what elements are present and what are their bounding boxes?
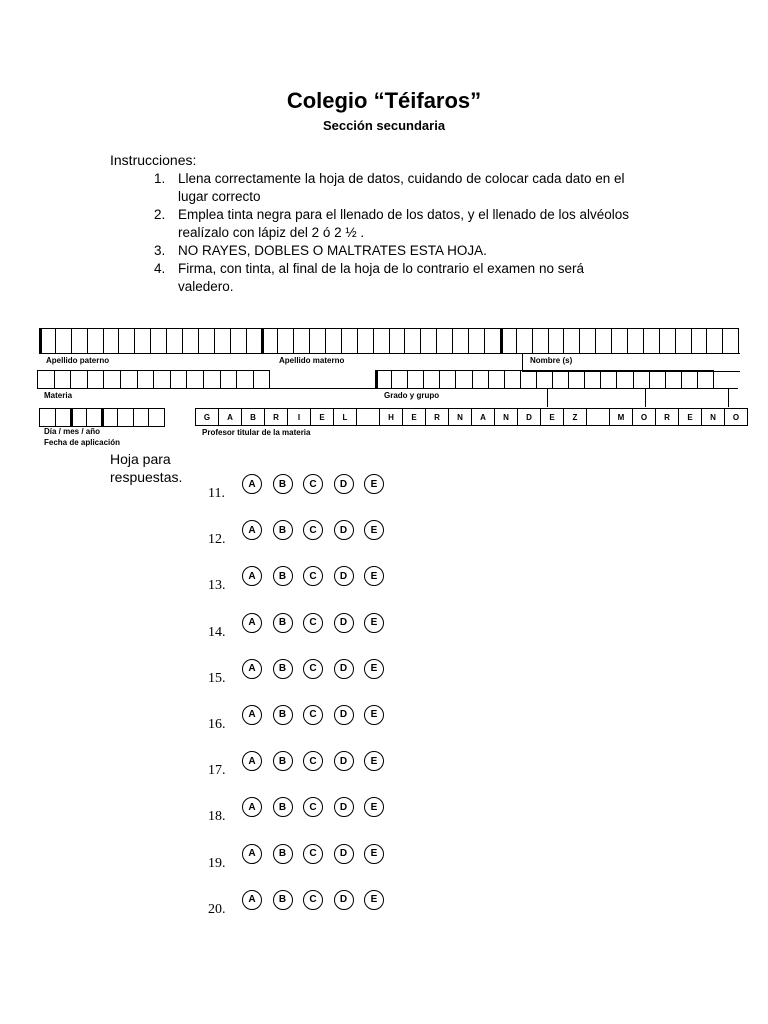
entry-box[interactable]	[70, 370, 88, 389]
entry-box[interactable]	[198, 328, 215, 354]
instruction-number: 1.	[154, 171, 166, 186]
answer-bubble[interactable]: C	[303, 844, 323, 864]
answer-bubble[interactable]: E	[364, 659, 384, 679]
answers-label-line2: respuestas.	[110, 469, 183, 485]
divider-line	[645, 388, 646, 407]
answer-bubble[interactable]: C	[303, 474, 323, 494]
answer-bubble[interactable]: B	[273, 659, 293, 679]
answer-bubble[interactable]: C	[303, 705, 323, 725]
instruction-text-cont: valedero.	[178, 279, 234, 294]
entry-box[interactable]	[133, 408, 150, 427]
bubble-group	[242, 797, 395, 817]
entry-box[interactable]	[681, 370, 698, 389]
entry-box[interactable]	[261, 328, 278, 354]
entry-box[interactable]	[293, 328, 310, 354]
instruction-number: 3.	[154, 243, 166, 258]
answer-bubble[interactable]: A	[242, 520, 262, 540]
entry-box[interactable]	[504, 370, 521, 389]
apellido-materno-label: Apellido materno	[279, 356, 345, 365]
instruction-item	[110, 170, 670, 206]
entry-box[interactable]	[86, 408, 103, 427]
instruction-text-cont: realízalo con lápiz del 2 ó 2 ½ .	[178, 225, 365, 240]
answer-bubble[interactable]: D	[334, 566, 354, 586]
entry-box[interactable]	[423, 370, 440, 389]
entry-box[interactable]	[186, 370, 204, 389]
question-number: 15.	[208, 670, 226, 686]
entry-box[interactable]	[633, 370, 650, 389]
entry-box[interactable]	[103, 370, 121, 389]
bubble-group	[242, 890, 395, 910]
entry-box[interactable]	[103, 328, 120, 354]
entry-box[interactable]	[552, 370, 569, 389]
answer-bubble[interactable]: D	[334, 520, 354, 540]
question-number: 13.	[208, 578, 226, 594]
entry-box[interactable]	[55, 328, 72, 354]
profesor-letter-box[interactable]: R	[425, 408, 449, 426]
entry-box[interactable]	[407, 370, 424, 389]
instruction-text: NO RAYES, DOBLES O MALTRATES ESTA HOJA.	[178, 243, 487, 258]
profesor-letter-box[interactable]: N	[494, 408, 518, 426]
entry-box[interactable]	[246, 328, 263, 354]
grado-grupo-boxes[interactable]	[376, 370, 714, 389]
entry-box[interactable]	[166, 328, 183, 354]
bubble-group	[242, 474, 395, 494]
entry-box[interactable]	[600, 370, 617, 389]
answer-bubble[interactable]: C	[303, 566, 323, 586]
bubble-group	[242, 705, 395, 725]
answer-bubble[interactable]: A	[242, 705, 262, 725]
profesor-letter-box[interactable]: E	[310, 408, 334, 426]
entry-box[interactable]	[584, 370, 601, 389]
entry-box[interactable]	[54, 370, 72, 389]
entry-box[interactable]	[532, 328, 549, 354]
question-number: 19.	[208, 855, 226, 871]
profesor-letter-box[interactable]: N	[448, 408, 472, 426]
bubble-group	[242, 520, 395, 540]
profesor-letter-box[interactable]: O	[724, 408, 748, 426]
answer-bubble[interactable]: B	[273, 797, 293, 817]
instructions-label: Instrucciones:	[110, 152, 197, 168]
answer-bubble[interactable]: B	[273, 890, 293, 910]
answer-bubble[interactable]: A	[242, 890, 262, 910]
entry-box[interactable]	[153, 370, 171, 389]
entry-box[interactable]	[389, 328, 406, 354]
entry-box[interactable]	[691, 328, 708, 354]
entry-box[interactable]	[134, 328, 151, 354]
entry-box[interactable]	[120, 370, 138, 389]
entry-box[interactable]	[325, 328, 342, 354]
answer-bubble[interactable]: D	[334, 705, 354, 725]
entry-box[interactable]	[563, 328, 580, 354]
profesor-letter-box[interactable]: H	[379, 408, 403, 426]
question-number: 20.	[208, 901, 226, 917]
answer-bubble[interactable]: B	[273, 705, 293, 725]
entry-box[interactable]	[277, 328, 294, 354]
answer-bubble[interactable]: D	[334, 659, 354, 679]
answer-bubble[interactable]: E	[364, 890, 384, 910]
entry-box[interactable]	[706, 328, 723, 354]
entry-box[interactable]	[391, 370, 408, 389]
divider-line	[547, 388, 548, 407]
fecha-boxes[interactable]	[40, 408, 165, 427]
entry-box[interactable]	[452, 328, 469, 354]
question-number: 11.	[208, 486, 225, 501]
entry-box[interactable]	[71, 328, 88, 354]
instruction-item	[110, 206, 670, 242]
answer-bubble[interactable]: D	[334, 797, 354, 817]
profesor-letter-box[interactable]: A	[471, 408, 495, 426]
entry-box[interactable]	[341, 328, 358, 354]
answer-bubble[interactable]: A	[242, 613, 262, 633]
entry-box[interactable]	[488, 370, 505, 389]
divider-line	[522, 353, 523, 371]
entry-box[interactable]	[236, 370, 254, 389]
entry-box[interactable]	[101, 408, 118, 427]
entry-box[interactable]	[39, 408, 56, 427]
entry-box[interactable]	[87, 370, 105, 389]
entry-box[interactable]	[472, 370, 489, 389]
entry-box[interactable]	[37, 370, 55, 389]
answer-bubble[interactable]: C	[303, 797, 323, 817]
entry-box[interactable]	[150, 328, 167, 354]
fecha-fields-label: Día / mes / año	[44, 427, 101, 436]
profesor-letter-box[interactable]	[356, 408, 380, 426]
entry-box[interactable]	[568, 370, 585, 389]
answer-bubble[interactable]: A	[242, 751, 262, 771]
answer-bubble[interactable]: D	[334, 844, 354, 864]
answer-bubble[interactable]: E	[364, 844, 384, 864]
answer-bubble[interactable]: D	[334, 751, 354, 771]
profesor-letter-box[interactable]: D	[517, 408, 541, 426]
entry-box[interactable]	[182, 328, 199, 354]
instruction-text: Firma, con tinta, al final de la hoja de lo contrario el examen no será	[178, 261, 584, 276]
answer-bubble[interactable]: A	[242, 659, 262, 679]
bubble-group	[242, 566, 395, 586]
profesor-letter-box[interactable]: R	[655, 408, 679, 426]
profesor-boxes[interactable]	[196, 408, 748, 426]
entry-box[interactable]	[697, 370, 714, 389]
entry-box[interactable]	[455, 370, 472, 389]
answer-bubble[interactable]: C	[303, 613, 323, 633]
page-subtitle: Sección secundaria	[322, 118, 446, 133]
answer-bubble[interactable]: C	[303, 751, 323, 771]
answer-bubble[interactable]: B	[273, 751, 293, 771]
entry-box[interactable]	[627, 328, 644, 354]
entry-box[interactable]	[643, 328, 660, 354]
answer-bubble[interactable]: C	[303, 659, 323, 679]
entry-box[interactable]	[220, 370, 238, 389]
bubble-group	[242, 659, 395, 679]
answer-bubble[interactable]: C	[303, 520, 323, 540]
divider-line	[38, 388, 738, 389]
answer-bubble[interactable]: B	[273, 474, 293, 494]
apellido-paterno-label: Apellido paterno	[46, 356, 110, 365]
bubble-group	[242, 613, 395, 633]
materia-boxes[interactable]	[38, 370, 270, 389]
entry-box[interactable]	[536, 370, 553, 389]
entry-box[interactable]	[675, 328, 692, 354]
profesor-letter-box[interactable]: I	[287, 408, 311, 426]
profesor-letter-box[interactable]: L	[333, 408, 357, 426]
answer-bubble[interactable]: C	[303, 890, 323, 910]
bubble-group	[242, 751, 395, 771]
entry-box[interactable]	[375, 370, 392, 389]
entry-box[interactable]	[548, 328, 565, 354]
answers-label	[110, 450, 182, 486]
answer-bubble[interactable]: B	[273, 566, 293, 586]
name-boxes[interactable]	[40, 328, 739, 354]
question-number: 17.	[208, 763, 226, 779]
entry-box[interactable]	[722, 328, 739, 354]
answer-bubble[interactable]: E	[364, 474, 384, 494]
entry-box[interactable]	[579, 328, 596, 354]
entry-box[interactable]	[170, 370, 188, 389]
entry-box[interactable]	[439, 370, 456, 389]
profesor-letter-box[interactable]: G	[195, 408, 219, 426]
page-title: Colegio “Téifaros”	[286, 88, 482, 113]
profesor-letter-box[interactable]: E	[678, 408, 702, 426]
entry-box[interactable]	[253, 370, 271, 389]
entry-box[interactable]	[148, 408, 165, 427]
instruction-text: Llena correctamente la hoja de datos, cuidando de colocar cada dato en el	[178, 171, 625, 186]
entry-box[interactable]	[137, 370, 155, 389]
instructions-list	[110, 170, 670, 296]
profesor-letter-box[interactable]: A	[218, 408, 242, 426]
instruction-item	[110, 242, 670, 260]
fecha-label: Fecha de aplicación	[44, 438, 121, 447]
instruction-text-cont: lugar correcto	[178, 189, 261, 204]
entry-box[interactable]	[420, 328, 437, 354]
answer-bubble[interactable]: A	[242, 566, 262, 586]
entry-box[interactable]	[484, 328, 501, 354]
entry-box[interactable]	[611, 328, 628, 354]
answer-bubble[interactable]: E	[364, 705, 384, 725]
entry-box[interactable]	[616, 370, 633, 389]
question-number: 16.	[208, 716, 226, 732]
entry-box[interactable]	[214, 328, 231, 354]
answer-bubble[interactable]: B	[273, 844, 293, 864]
entry-box[interactable]	[87, 328, 104, 354]
bubble-group	[242, 844, 395, 864]
entry-box[interactable]	[230, 328, 247, 354]
divider-line	[40, 353, 740, 354]
instruction-item	[110, 260, 670, 296]
entry-box[interactable]	[39, 328, 56, 354]
entry-box[interactable]	[118, 328, 135, 354]
answer-bubble[interactable]: E	[364, 751, 384, 771]
entry-box[interactable]	[203, 370, 221, 389]
answer-bubble[interactable]: D	[334, 613, 354, 633]
answer-bubble[interactable]: A	[242, 474, 262, 494]
entry-box[interactable]	[436, 328, 453, 354]
answer-bubble[interactable]: E	[364, 613, 384, 633]
profesor-letter-box[interactable]: N	[701, 408, 725, 426]
instruction-number: 4.	[154, 261, 166, 276]
profesor-letter-box[interactable]: E	[402, 408, 426, 426]
profesor-letter-box[interactable]: B	[241, 408, 265, 426]
entry-box[interactable]	[659, 328, 676, 354]
entry-box[interactable]	[649, 370, 666, 389]
entry-box[interactable]	[520, 370, 537, 389]
profesor-letter-box[interactable]	[586, 408, 610, 426]
answer-bubble[interactable]: D	[334, 890, 354, 910]
profesor-letter-box[interactable]: Z	[563, 408, 587, 426]
answers-label-line1: Hoja para	[110, 451, 171, 467]
answer-bubble[interactable]: B	[273, 520, 293, 540]
entry-box[interactable]	[117, 408, 134, 427]
answer-bubble[interactable]: B	[273, 613, 293, 633]
answer-bubble[interactable]: D	[334, 474, 354, 494]
grado-grupo-label: Grado y grupo	[384, 391, 440, 400]
entry-box[interactable]	[468, 328, 485, 354]
instruction-text: Emplea tinta negra para el llenado de los datos, y el llenado de los alvéolos	[178, 207, 630, 222]
question-number: 18.	[208, 809, 226, 825]
entry-box[interactable]	[595, 328, 612, 354]
profesor-label: Profesor titular de la materia	[202, 428, 311, 437]
entry-box[interactable]	[55, 408, 72, 427]
entry-box[interactable]	[309, 328, 326, 354]
entry-box[interactable]	[665, 370, 682, 389]
entry-box[interactable]	[373, 328, 390, 354]
instruction-number: 2.	[154, 207, 166, 222]
answer-bubble[interactable]: E	[364, 797, 384, 817]
answer-bubble[interactable]: A	[242, 797, 262, 817]
entry-box[interactable]	[516, 328, 533, 354]
profesor-letter-box[interactable]: M	[609, 408, 633, 426]
entry-box[interactable]	[500, 328, 517, 354]
answer-bubble[interactable]: E	[364, 566, 384, 586]
divider-line	[728, 388, 729, 407]
answer-bubble[interactable]: E	[364, 520, 384, 540]
profesor-letter-box[interactable]: O	[632, 408, 656, 426]
profesor-letter-box[interactable]: E	[540, 408, 564, 426]
question-number: 14.	[208, 624, 226, 640]
entry-box[interactable]	[404, 328, 421, 354]
question-number: 12.	[208, 532, 226, 548]
profesor-letter-box[interactable]: R	[264, 408, 288, 426]
entry-box[interactable]	[357, 328, 374, 354]
answer-bubble[interactable]: A	[242, 844, 262, 864]
materia-label: Materia	[44, 391, 73, 400]
nombre-label: Nombre (s)	[530, 356, 573, 365]
entry-box[interactable]	[70, 408, 87, 427]
